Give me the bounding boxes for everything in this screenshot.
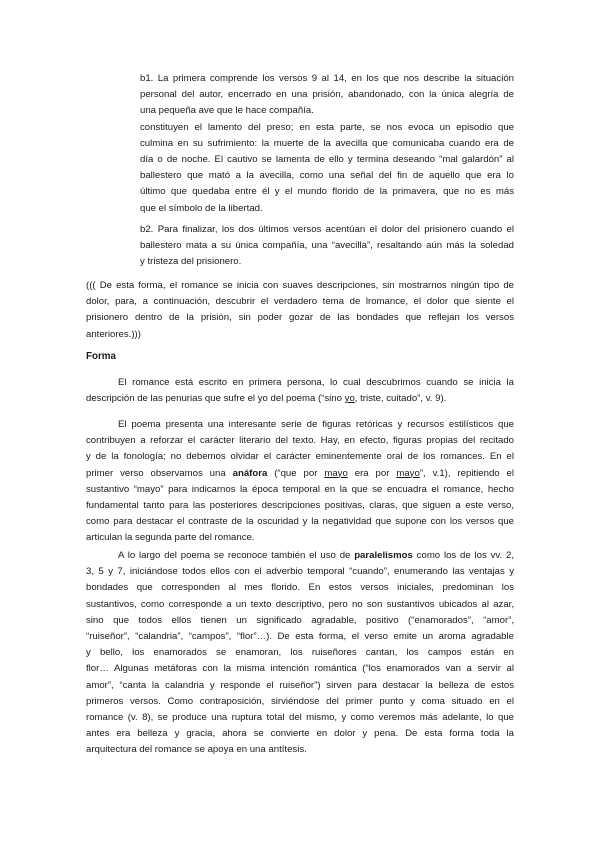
text-line: romance (v. 8), se produce una ruptura total del mismo, y como veremos más adelante, lo que: [86, 712, 514, 724]
text-line: ((( De esta forma, el romance se inicia con suaves descripciones, sin mostrarnos ningún tipo de: [86, 280, 514, 291]
section-b1: [140, 71, 514, 217]
text-line: prisionero dentro de la prisión, sin poder gozar de las bondades que reflejan los versos: [86, 312, 514, 324]
text-line: El romance está escrito en primera persona, lo cual descubrimos cuando se inicia la: [118, 377, 514, 388]
text-line: y bello, los enamorados se enamoran, los ruiseñores cantan, los campos están en: [86, 647, 514, 659]
bold-term: anáfora: [232, 467, 268, 479]
underlined-word: mayo: [324, 467, 348, 479]
text-line: último que quedaba entre él y el mundo florido de la primavera, que no es más: [140, 186, 514, 198]
text-line: articulan la segunda parte del romance.: [86, 532, 255, 544]
text-line: y tristeza del prisionero.: [140, 256, 242, 268]
underlined-word: mayo: [396, 467, 420, 479]
text-line: arquitectura del romance se apoya en una antítesis.: [86, 744, 307, 756]
paragraph-1: [86, 375, 514, 407]
text-line: b2. Para finalizar, los dos últimos versos acentúan el dolor del prisionero cuando el: [140, 224, 514, 235]
text-line: ballestero mata a su única compañía, una “avecilla”, resaltando aún más la soledad: [140, 240, 514, 252]
text-line: dolor, para, a continuación, descubrir el verdadero tema de lromance, el dolor que siente el: [86, 296, 514, 308]
section-heading: Forma: [86, 351, 116, 362]
text-line: 3, 5 y 7, iniciándose todos ellos con el adverbio temporal “cuando”, enumerando las ventajas y: [86, 566, 514, 578]
text-line: b1. La primera comprende los versos 9 al 14, en los que nos describe la situación: [140, 73, 514, 84]
section-b2: [140, 222, 514, 271]
text-line: sino que todos ellos tienen un significado agradable, positivo (“enamorados”, “amor”,: [86, 614, 514, 626]
note-paragraph: [86, 278, 514, 343]
text-line: contribuyen a reforzar el carácter literario del texto. Hay, en efecto, figuras propias del recitado: [86, 435, 514, 447]
text-line: primer verso observamos una anáfora (“que por mayo era por mayo”, v.1), repitiendo el: [86, 467, 514, 479]
text-line: A lo largo del poema se reconoce también el uso de paralelismos como los de los vv. 2,: [118, 550, 514, 561]
text-line: ballestero que mató a la avecilla, como una señal del fin de aquello que era lo: [140, 170, 514, 182]
text-line: bondades que corresponden al mes florido. En estos versos iniciales, predominan los: [86, 582, 514, 594]
text-line: flor… Algunas metáforas con la misma intención romántica (“los enamorados van a servir al: [86, 663, 514, 675]
text-line: que el símbolo de la libertad.: [140, 202, 263, 214]
text-line: constituyen el lamento del preso; en esta parte, se nos evoca un episodio que: [140, 121, 514, 133]
text-line: anteriores.))): [86, 328, 141, 340]
text-line: antes era belleza y gracia, ahora se convierte en dolor y pena. De esta forma toda la: [86, 728, 514, 740]
underlined-word: yo: [344, 393, 355, 405]
text-line: y de la fonología; no debemos olvidar el carácter eminentemente oral de los romances. En el: [86, 451, 514, 463]
text-line: fundamental tanto para las posteriores descripciones positivas, claras, que siguen a este verso,: [86, 500, 514, 512]
bold-term: paralelismos: [354, 550, 413, 561]
text-line: sustantivos, como corresponde a un texto descriptivo, pero no son sustantivos ubicados al azar,: [86, 598, 514, 610]
text-line: personal del autor, encerrado en una prisión, abandonado, con la única alegría de: [140, 89, 514, 101]
text-line: sustantivo “mayo” para indicarnos la época temporal en la que se encuadra el romance, hecho: [86, 483, 514, 495]
text-line: primeros versos. Como contraposición, sirviéndose del primer punto y coma situado en el: [86, 695, 514, 707]
paragraph-2: [86, 417, 514, 547]
text-line: “ruiseñor”, “calandria”, “campos”, “flor”…). De esta forma, el verso emite un aroma agradable: [86, 631, 514, 643]
text-line: amor”, “canta la calandria y responde el ruiseñor”) sirven para destacar la belleza de estos: [86, 679, 514, 691]
text-line: día o de noche. El cautivo se lamenta de ello y termina deseando “mal galardón” al: [140, 154, 514, 166]
text-line: El poema presenta una interesante serie de figuras retóricas y recursos estilísticos que: [118, 419, 514, 430]
text-line: descripción de las penurias que sufre el yo del poema (“sino yo, triste, cuitado”, v. 9).: [86, 393, 447, 405]
paragraph-3: [86, 548, 514, 759]
text-line: como para destacar el contraste de la oscuridad y la negatividad que supone con los versos que: [86, 516, 514, 528]
text-line: una pequeña ave que le hace compañía.: [140, 105, 314, 117]
text-line: culmina en su sufrimiento: la muerte de la avecilla que comunicaba cuando era de: [140, 137, 514, 149]
